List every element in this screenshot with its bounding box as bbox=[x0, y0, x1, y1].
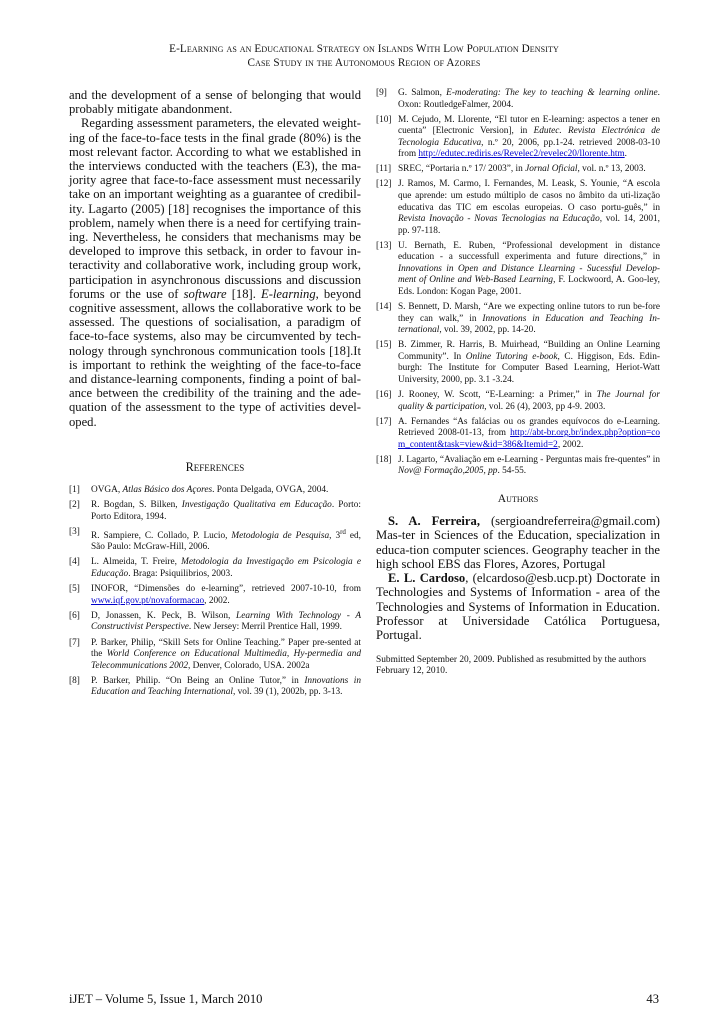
reference-number: [13] bbox=[376, 240, 392, 251]
reference-item bbox=[376, 417, 660, 452]
reference-text: OVGA, Atlas Básico dos Açores. Ponta Delgada, OVGA, 2004. bbox=[91, 484, 329, 495]
reference-number: [16] bbox=[376, 389, 392, 400]
reference-item bbox=[376, 164, 660, 176]
reference-text: J. Rooney, W. Scott, “E-Learning: a Primer,” in The Journal for quality & participation, vol. 26 (4), 2003, pp 4-9. 2003. bbox=[398, 389, 660, 412]
reference-number: [5] bbox=[69, 584, 80, 595]
reference-item bbox=[69, 611, 361, 634]
running-head bbox=[0, 42, 728, 70]
reference-item bbox=[69, 527, 361, 554]
reference-item bbox=[376, 179, 660, 237]
author-bio: S. A. Ferreira, (sergioandreferreira@gmail.com) Mas-ter in Sciences of the Education, specialization in educa-tion computer sciences. Geography teacher in the high school EBS das Flores, Azores, Portugal bbox=[376, 513, 660, 571]
reference-number: [7] bbox=[69, 637, 80, 648]
reference-item bbox=[376, 455, 660, 478]
reference-number: [10] bbox=[376, 114, 392, 125]
reference-text: G. Salmon, E-moderating: The key to teaching & learning online. Oxon: RoutledgeFalmer, 2004. bbox=[398, 88, 660, 110]
reference-number: [8] bbox=[69, 675, 80, 686]
reference-text: A. Fernandes “As falácias ou os grandes equívocos do e-Learning. Retrieved 2008-01-13, from http://abt-br.org.br/index.php?option=com_content&task=view&id=386&Itemid=2, 2002. bbox=[398, 416, 660, 450]
references-heading: References bbox=[185, 459, 245, 474]
reference-item bbox=[69, 676, 361, 699]
reference-number: [3] bbox=[69, 526, 80, 537]
reference-number: [15] bbox=[376, 340, 392, 351]
reference-text: B. Zimmer, R. Harris, B. Muirhead, “Building an Online Learning Community”. In Online Tutoring e-book, C. Higgison, Eds. Edin-burgh: The Institute for Computer Based Learning, Heriot-Watt University, 2000, pp. 3.1 -3.24. bbox=[398, 340, 660, 385]
reference-item bbox=[69, 584, 361, 607]
reference-item bbox=[69, 557, 361, 580]
reference-text: R. Bogdan, S. Bilken, Investigação Qualitativa em Educação. Porto: Porto Editora, 1994. bbox=[91, 499, 361, 522]
left-column bbox=[69, 88, 361, 702]
authors-heading: Authors bbox=[497, 491, 539, 505]
reference-text: S. Bennett, D. Marsh, “Are we expecting online tutors to run be-fore they can walk,” in Innovations in Education and Teaching In-ternational, vol. 39, 2002, pp. 14-20. bbox=[398, 302, 660, 336]
reference-list-right bbox=[376, 88, 660, 478]
reference-number: [11] bbox=[376, 164, 392, 175]
page-number: 43 bbox=[646, 992, 659, 1006]
reference-number: [4] bbox=[69, 557, 80, 568]
reference-text: SREC, “Portaria n.º 17/ 2003”, in Jornal Oficial, vol. n.º 13, 2003. bbox=[398, 164, 646, 175]
reference-text: P. Barker, Philip, “Skill Sets for Online Teaching.” Paper pre-sented at the World Conference on Educational Multimedia, Hy-permedia and Telecommunications 2002, Denver, Colorado, USA. 2002a bbox=[91, 637, 361, 671]
reference-item bbox=[376, 390, 660, 413]
reference-link[interactable]: www.iqf.gov.pt/novaformacao bbox=[91, 595, 205, 606]
reference-list-left bbox=[69, 485, 361, 699]
body-emphasis: software bbox=[183, 286, 227, 301]
reference-number: [14] bbox=[376, 302, 392, 313]
reference-item bbox=[376, 115, 660, 161]
reference-item bbox=[69, 638, 361, 673]
body-paragraph bbox=[69, 116, 361, 428]
reference-text: INOFOR, “Dimensões do e-learning”, retrieved 2007-10-10, from www.iqf.gov.pt/novaformacao, 2002. bbox=[91, 584, 361, 606]
footer-journal: iJET – Volume 5, Issue 1, March 2010 bbox=[69, 992, 263, 1006]
reference-item bbox=[69, 500, 361, 523]
reference-text: U. Bernath, E. Ruben, “Professional development in distance education - a successfull experimenta and future directions,” in Innovations in Open and Distance Llearning - Sucessful Develop-ment of Online and Web-Based Learning, F. Lockwoord, A. Goo-ley, Eds. London: Kogan Page, 2001. bbox=[398, 240, 661, 298]
running-head-line-2: Case Study in the Autonomous Region of Azores bbox=[247, 57, 481, 69]
reference-number: [6] bbox=[69, 610, 80, 621]
reference-item bbox=[376, 302, 660, 337]
reference-number: [18] bbox=[376, 454, 392, 465]
reference-text: J. Ramos, M. Carmo, I. Fernandes, M. Leask, S. Younie, “A escola que aprende: um estudo múltiplo de casos no âmbito da uti-lização educativa das TIC em escolas europeias. O caso portu-guês,” in Revista Inovação - Novas Tecnologias na Educação, vol. 14, 2001, pp. 97-118. bbox=[398, 179, 660, 236]
reference-text: R. Sampiere, C. Collado, P. Lucio, Metodologia de Pesquisa, 3rd ed, São Paulo: McGraw-Hill, 2006. bbox=[91, 527, 361, 553]
reference-text: L. Almeida, T. Freire, Metodologia da Investigação em Psicologia e Educação. Braga: Psiquilibrios, 2003. bbox=[91, 557, 361, 580]
body-emphasis: E-learning bbox=[261, 286, 316, 301]
reference-link[interactable]: http://edutec.rediris.es/Revelec2/revelec20/llorente.htm bbox=[418, 149, 625, 160]
submission-note: Submitted September 20, 2009. Published as resubmitted by the authors February 12, 2010. bbox=[376, 654, 647, 676]
reference-item bbox=[376, 340, 660, 386]
reference-item bbox=[376, 88, 660, 111]
running-head-line-1: E-Learning as an Educational Strategy on Islands With Low Population Density bbox=[169, 43, 559, 55]
reference-number: [2] bbox=[69, 499, 80, 510]
right-column bbox=[376, 88, 660, 677]
reference-link[interactable]: http://abt-br.org.br/index.php?option=com_content&task=view&id=386&Itemid=2 bbox=[398, 428, 660, 450]
reference-item bbox=[69, 485, 361, 497]
author-bio: E. L. Cardoso, (elcardoso@esb.ucp.pt) Doctorate in Technologies and Systems of Information - area of the Technologies and Systems of Information in Education. Professor at Universidade Católica Portuguesa, Portugal. bbox=[376, 571, 660, 643]
reference-number: [17] bbox=[376, 416, 392, 427]
reference-item bbox=[376, 241, 660, 299]
body-text: [18]. bbox=[226, 286, 262, 301]
reference-text: M. Cejudo, M. Llorente, “El tutor en E-learning: aspectos a tener en cuenta” [Electronic Version], in Edutec. Revista Electrónica de Tecnologia Educativa, n.º 20, 2006, pp.1-24. retrieved 2008-03-10 from http://edutec.rediris.es/Revelec2/revelec20/llorente.htm. bbox=[398, 114, 660, 160]
body-text: Regarding assessment parameters, the elevated weight-ing of the face-to-face tests in the final grade (80%) is the most relevant factor. According to what we established in the interviews conducted with the teachers (E3), the ma-jority agree that face-to-face assessment must necessarily take on an important weighting as a guarantee of credibil-ity. Lagarto (2005) [18] recognises the importance of this problem, namely when there is a need for certifying train-ing. Nevertheless, he considers that mechanisms may be developed to improve this setback, in order to favour in-teractivity and collaborative work, including group work, participation in asynchronous discussions and discussion forums or the use of bbox=[69, 116, 361, 301]
author-name: E. L. Cardoso bbox=[388, 571, 466, 586]
reference-text: D, Jonassen, K. Peck, B. Wilson, Learning With Technology - A Constructivist Perspective. New Jersey: Merril Prentice Hall, 1999. bbox=[91, 610, 361, 633]
reference-text: J. Lagarto, “Avaliação em e-Learning - Perguntas mais fre-quentes” in Nov@ Formação,2005, pp. 54-55. bbox=[398, 454, 660, 477]
body-text: , beyond cognitive assessment, allows the collaborative work to be assessed. The questions of socialisation, a paradigm of face-to-face systems, also may be circumvented by tech-nology through synchronous communication tools [18].It is important to rethink the weighting of the face-to-face and distance-learning components, finding a point of bal-ance between the credibility of the training and the ade-quation of the assessment to the type of activities devel-oped. bbox=[69, 286, 362, 429]
reference-text: P. Barker, Philip. “On Being an Online Tutor,” in Innovations in Education and Teaching International, vol. 39 (1), 2002b, pp. 3-13. bbox=[91, 675, 361, 698]
body-paragraph: and the development of a sense of belonging that would probably mitigate abandonment. bbox=[69, 88, 361, 117]
author-name: S. A. Ferreira, bbox=[388, 513, 480, 528]
reference-number: [1] bbox=[69, 484, 80, 495]
reference-number: [9] bbox=[376, 88, 387, 98]
reference-number: [12] bbox=[376, 179, 392, 190]
